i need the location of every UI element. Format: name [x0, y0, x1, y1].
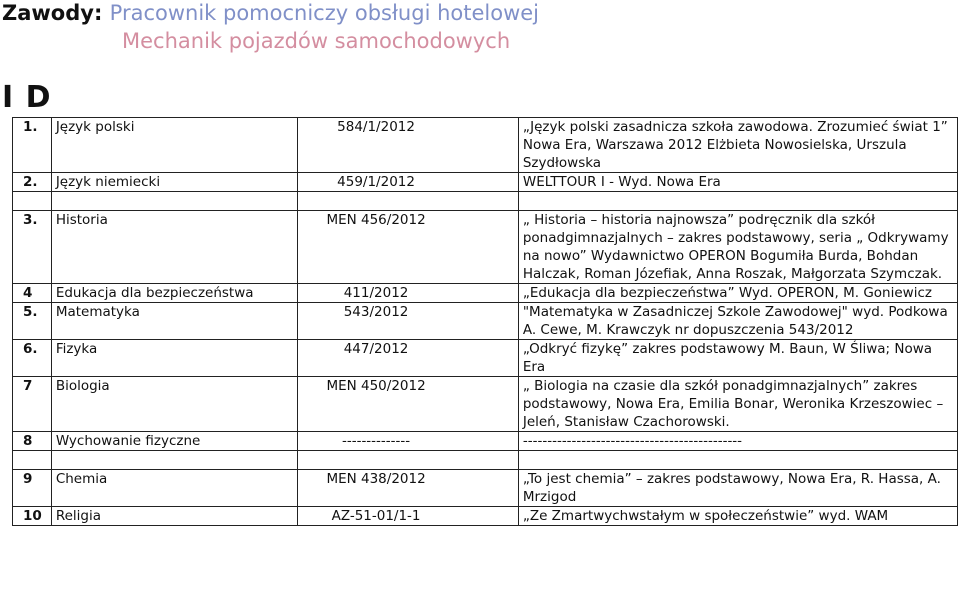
textbook-cell: „ Historia – historia najnowsza” podręcznik dla szkół ponadgimnazjalnych – zakres podstawowy, seria „ Odkrywamy na nowo” Wydawnictwo OPERON Bogumiła Burda, Bohdan Halczak, Roman Józefiak, Anna Roszak, Małgorzata Szymczak.	[518, 211, 957, 284]
subject-cell: Chemia	[51, 470, 297, 507]
page-header	[2, 0, 539, 26]
table-row	[13, 211, 958, 284]
table-row	[13, 507, 958, 526]
table-row	[13, 470, 958, 507]
row-number: 9	[13, 470, 52, 507]
profession-1: Pracownik pomocniczy obsługi hotelowej	[109, 1, 540, 25]
professions-line	[2, 0, 539, 26]
subject-cell: Historia	[51, 211, 297, 284]
approval-code-cell: 543/2012	[298, 303, 519, 340]
subject-cell: Matematyka	[51, 303, 297, 340]
subject-cell: Biologia	[51, 377, 297, 432]
approval-code-cell: MEN 456/2012	[298, 211, 519, 284]
textbook-table	[12, 117, 958, 526]
textbook-cell: „To jest chemia” – zakres podstawowy, Nowa Era, R. Hassa, A. Mrzigod	[518, 470, 957, 507]
textbook-cell: „ Biologia na czasie dla szkół ponadgimnazjalnych” zakres podstawowy, Nowa Era, Emilia Bonar, Weronika Krzeszowiec – Jeleń, Stanisław Czachorowski.	[518, 377, 957, 432]
row-number: 7	[13, 377, 52, 432]
approval-code-cell: 411/2012	[298, 284, 519, 303]
row-number: 2.	[13, 173, 52, 192]
subject-cell: Edukacja dla bezpieczeństwa	[51, 284, 297, 303]
row-number: 10	[13, 507, 52, 526]
approval-code-cell: 584/1/2012	[298, 118, 519, 173]
textbook-cell: "Matematyka w Zasadniczej Szkole Zawodowej" wyd. Podkowa A. Cewe, M. Krawczyk nr dopuszczenia 543/2012	[518, 303, 957, 340]
approval-code-cell: --------------	[298, 432, 519, 451]
row-number: 1.	[13, 118, 52, 173]
spacer-row	[13, 451, 958, 470]
profession-2: Mechanik pojazdów samochodowych	[122, 29, 511, 53]
professions-label: Zawody:	[2, 1, 110, 25]
subject-cell: Fizyka	[51, 340, 297, 377]
row-number: 4	[13, 284, 52, 303]
subject-cell: Język polski	[51, 118, 297, 173]
row-number: 8	[13, 432, 52, 451]
table-row	[13, 377, 958, 432]
row-number: 6.	[13, 340, 52, 377]
subject-cell: Język niemiecki	[51, 173, 297, 192]
subject-cell: Wychowanie fizyczne	[51, 432, 297, 451]
table-row	[13, 432, 958, 451]
table-row	[13, 284, 958, 303]
textbook-cell: „Język polski zasadnicza szkoła zawodowa. Zrozumieć świat 1” Nowa Era, Warszawa 2012 Elżbieta Nowosielska, Urszula Szydłowska	[518, 118, 957, 173]
table-row	[13, 340, 958, 377]
textbook-cell: ---------------------------------------------	[518, 432, 957, 451]
approval-code-cell: AZ-51-01/1-1	[298, 507, 519, 526]
approval-code-cell: MEN 438/2012	[298, 470, 519, 507]
row-number: 5.	[13, 303, 52, 340]
textbook-cell: „Odkryć fizykę” zakres podstawowy M. Baun, W Śliwa; Nowa Era	[518, 340, 957, 377]
approval-code-cell: MEN 450/2012	[298, 377, 519, 432]
textbook-cell: „Ze Zmartwychwstałym w społeczeństwie” wyd. WAM	[518, 507, 957, 526]
spacer-row	[13, 192, 958, 211]
table-row	[13, 173, 958, 192]
textbook-cell: WELTTOUR I - Wyd. Nowa Era	[518, 173, 957, 192]
approval-code-cell: 447/2012	[298, 340, 519, 377]
subject-cell: Religia	[51, 507, 297, 526]
approval-code-cell: 459/1/2012	[298, 173, 519, 192]
textbook-cell: „Edukacja dla bezpieczeństwa” Wyd. OPERON, M. Goniewicz	[518, 284, 957, 303]
table-row	[13, 118, 958, 173]
class-id: I D	[2, 80, 52, 115]
table-row	[13, 303, 958, 340]
row-number: 3.	[13, 211, 52, 284]
